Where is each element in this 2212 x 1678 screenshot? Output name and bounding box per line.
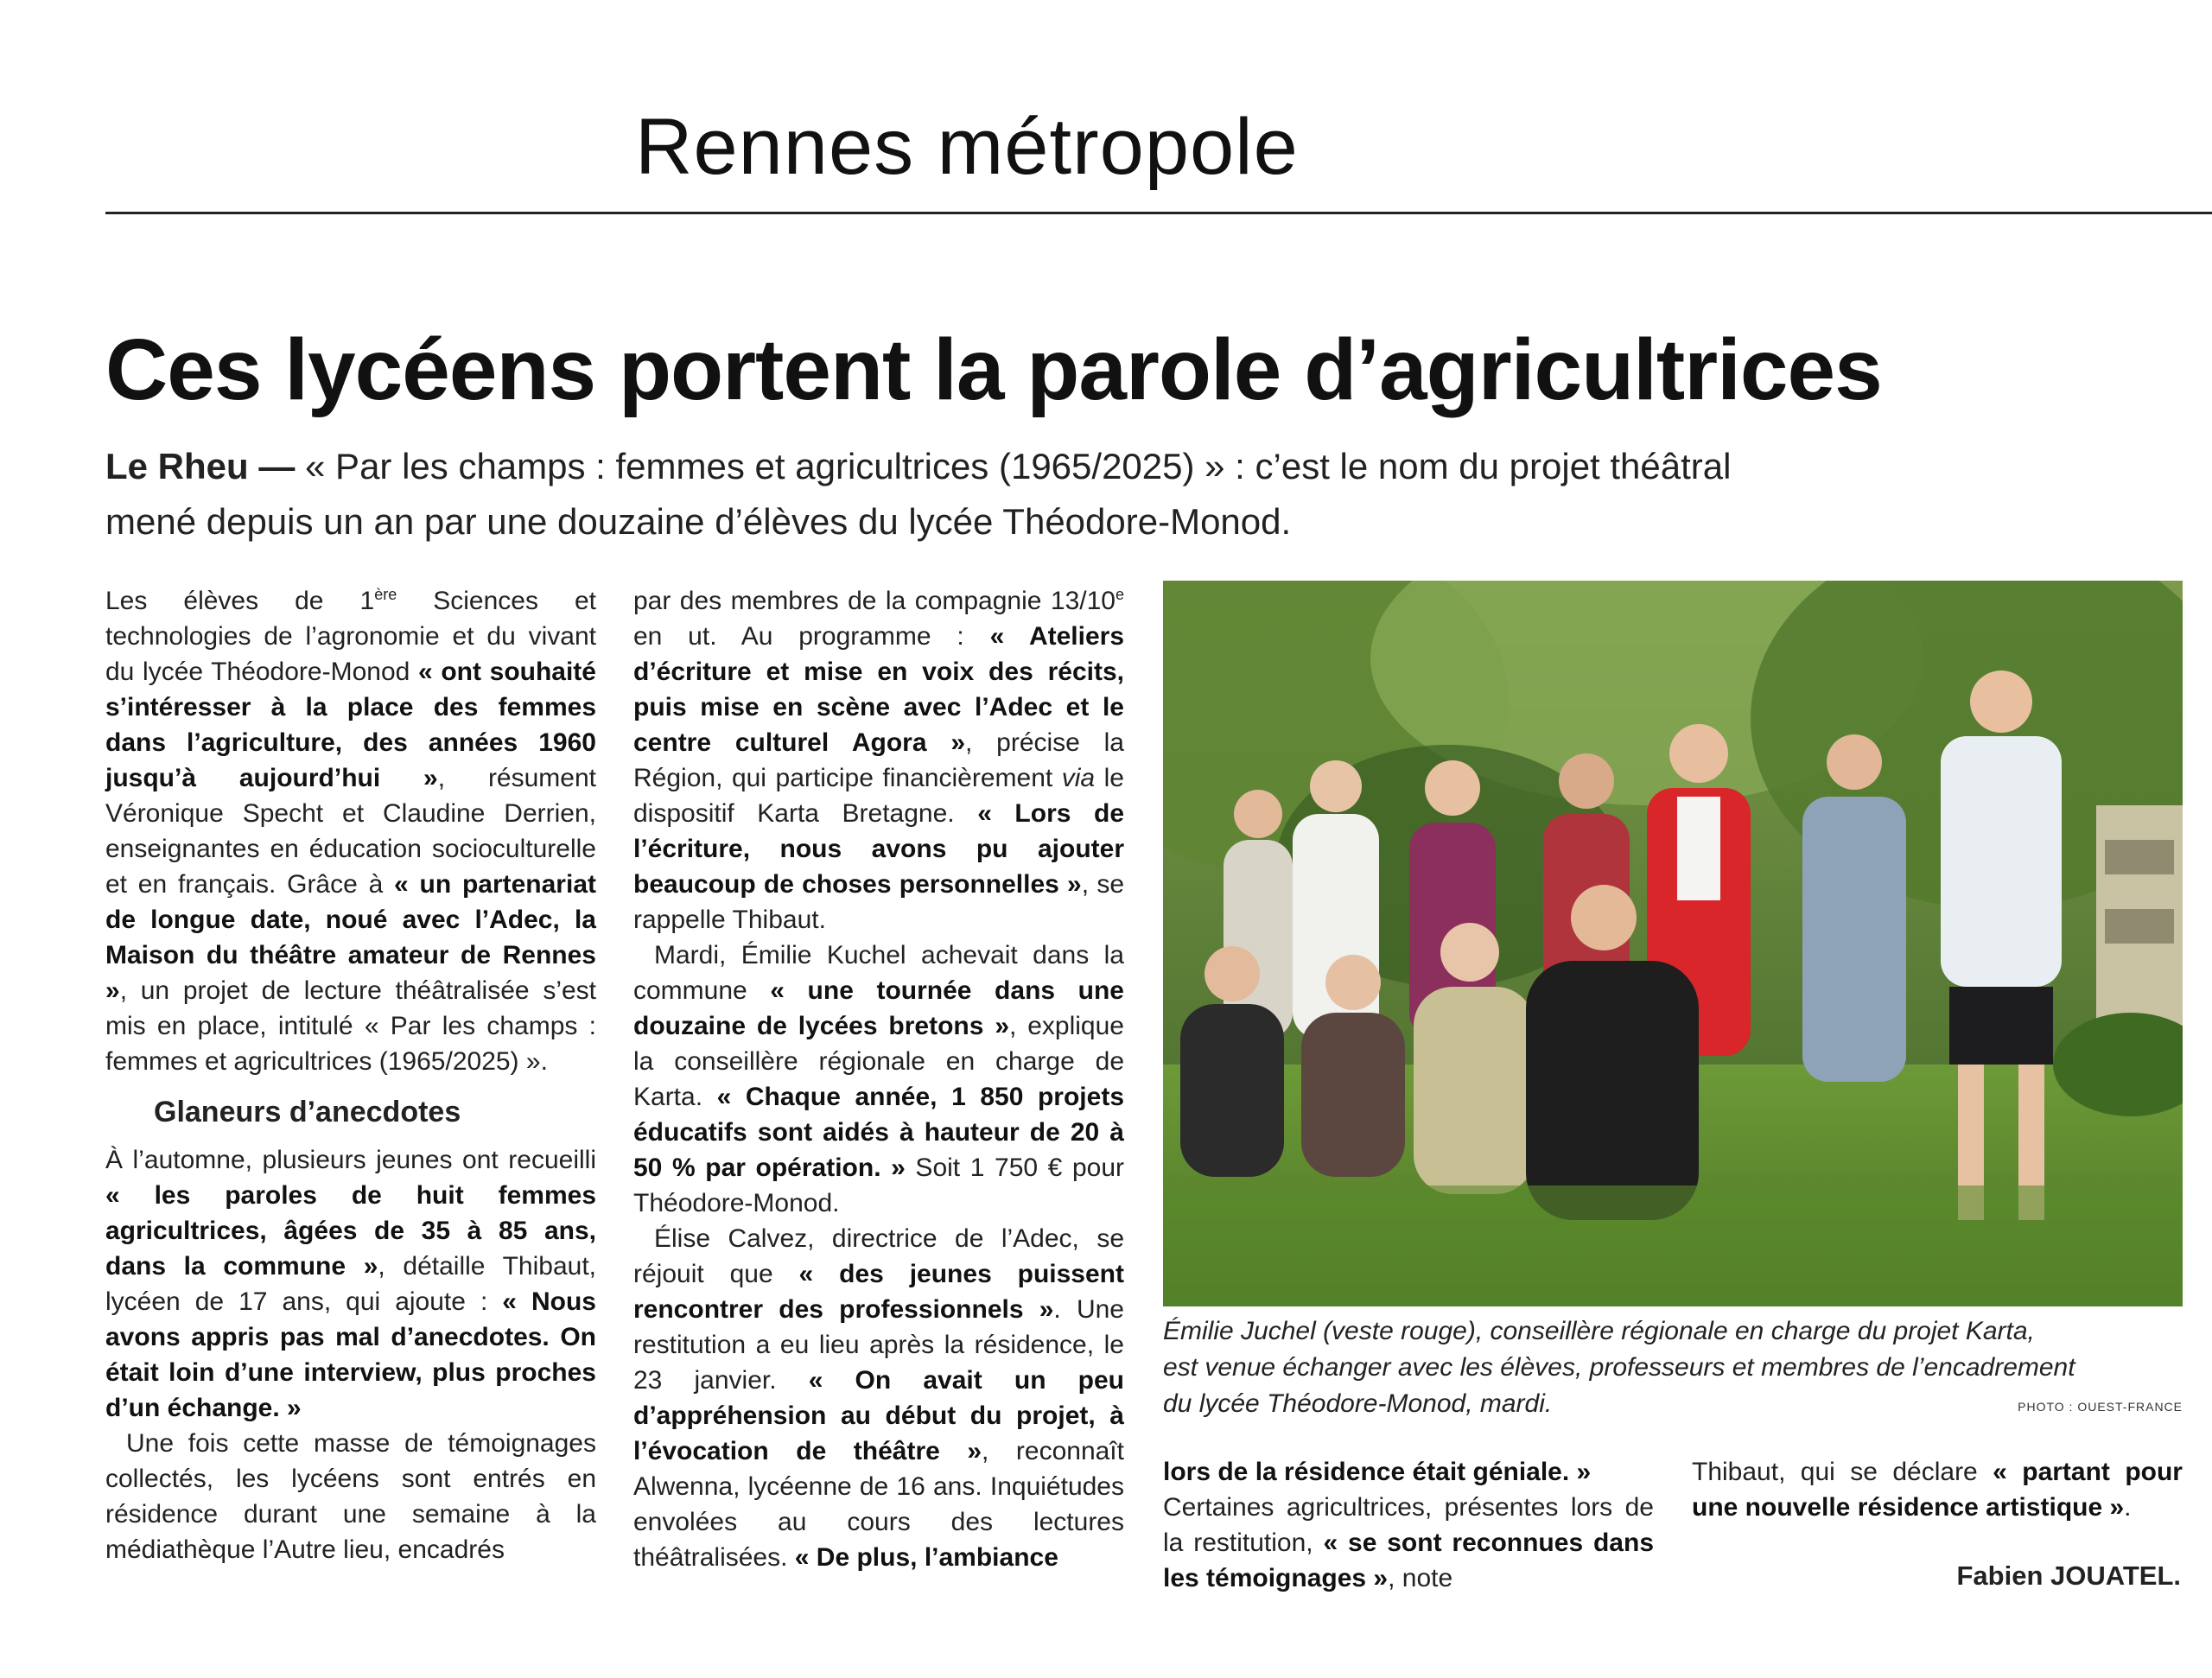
text: , un projet de lecture théâtralisée s’est mis en place, intitulé « Par les champs : femmes et agricultrices (1965/2025) ». xyxy=(105,976,596,1076)
paragraph: Une fois cette masse de témoignages collectés, les lycéens sont entrés en résidence durant une semaine à la médiathèque l’Autre lieu, encadrés xyxy=(105,1429,596,1564)
superscript: e xyxy=(1115,586,1124,603)
group-photo xyxy=(1163,581,2183,1306)
quote: « un partenariat de longue date, noué avec l’Adec, la Maison du théâtre amateur de Rennes » xyxy=(105,870,596,1005)
quote: « partant pour une nouvelle résidence artistique » xyxy=(1692,1458,2183,1522)
subheading: Glaneurs d’anecdotes xyxy=(154,1096,461,1128)
text: Thibaut, qui se déclare xyxy=(1692,1458,1993,1486)
paragraph xyxy=(1692,1454,2183,1525)
caption-line: Émilie Juchel (veste rouge), conseillère régionale en charge du projet Karta, xyxy=(1163,1317,2035,1345)
italic-word: via xyxy=(1061,764,1096,792)
text: Mardi, Émilie Kuchel achevait dans la commune xyxy=(633,941,1124,1005)
paragraph xyxy=(633,938,1124,1221)
byline: Fabien JOUATEL. xyxy=(1956,1560,2181,1591)
paragraph xyxy=(1163,1454,1654,1490)
lead-place: Le Rheu — xyxy=(105,446,296,486)
text: Soit 1 750 € pour Théodore-Monod. xyxy=(633,1154,1124,1217)
text: en ut. Au programme : xyxy=(633,622,990,651)
text: . Une restitution a eu lieu après la résidence, le 23 janvier. xyxy=(633,1295,1124,1395)
section-divider xyxy=(105,212,2212,214)
quote: « Lors de l’écriture, nous avons pu ajouter beaucoup de choses personnelles » xyxy=(633,799,1124,899)
section-title: Rennes métropole xyxy=(635,103,1299,191)
article-lead xyxy=(105,439,2179,550)
quote: « les paroles de huit femmes agricultrices, âgées de 35 à 85 ans, dans la commune » xyxy=(105,1181,596,1281)
quote: « On avait un peu d’appréhension au début du projet, à l’évocation de théâtre » xyxy=(633,1366,1124,1465)
text: , reconnaît Alwenna, lycéenne de 16 ans. Inquiétudes envolées au cours des lectures théâtralisées. xyxy=(633,1437,1124,1572)
paragraph xyxy=(105,577,596,1079)
article-headline: Ces lycéens portent la parole d’agricultrices xyxy=(105,321,1882,418)
paragraph xyxy=(105,1142,596,1426)
article-column-3 xyxy=(1163,1454,1654,1596)
superscript: ère xyxy=(374,586,397,603)
group-photo-illustration xyxy=(1163,581,2183,1306)
quote: « une tournée dans une douzaine de lycées bretons » xyxy=(633,976,1124,1040)
article-column-4 xyxy=(1692,1454,2183,1525)
text: , note xyxy=(1388,1564,1453,1592)
text: . xyxy=(2124,1493,2132,1522)
text: Les élèves de 1 xyxy=(105,587,375,615)
paragraph xyxy=(633,577,1124,938)
text: , précise la Région, qui participe financièrement xyxy=(633,728,1124,792)
quote: « se sont reconnues dans les témoignages » xyxy=(1163,1529,1655,1592)
text: Élise Calvez, directrice de l’Adec, se réjouit que xyxy=(633,1224,1124,1288)
text: par des membres de la compagnie 13/10 xyxy=(633,587,1116,615)
paragraph xyxy=(1163,1490,1654,1596)
text: , résument Véronique Specht et Claudine Derrien, enseignantes en éducation socioculturelle et en français. Grâce à xyxy=(105,764,596,899)
article-column-2 xyxy=(633,577,1124,1575)
text: , explique la conseillère régionale en charge de Karta. xyxy=(633,1012,1124,1111)
quote: lors de la résidence était géniale. » xyxy=(1163,1458,1592,1486)
lead-text-2: mené depuis un an par une douzaine d’élèves du lycée Théodore-Monod. xyxy=(105,501,1292,542)
article-column-1 xyxy=(105,577,596,1567)
caption-line: est venue échanger avec les élèves, professeurs et membres de l’encadrement xyxy=(1163,1353,2075,1382)
paragraph xyxy=(633,1221,1124,1575)
text: le dispositif Karta Bretagne. xyxy=(633,764,1124,828)
text: Certaines agricultrices, présentes lors de la restitution, xyxy=(1163,1493,1654,1557)
quote: « De plus, l’ambiance xyxy=(794,1543,1058,1572)
quote: « Chaque année, 1 850 projets éducatifs sont aidés à hauteur de 20 à 50 % par opération. » xyxy=(633,1083,1125,1182)
text: À l’automne, plusieurs jeunes ont recueilli xyxy=(105,1146,596,1174)
text: Sciences et technologies de l’agronomie et du vivant du lycée Théodore-Monod xyxy=(105,587,596,686)
lead-text-1: « Par les champs : femmes et agricultrices (1965/2025) » : c’est le nom du projet théâtral xyxy=(305,446,1732,486)
text: , détaille Thibaut, lycéen de 17 ans, qui ajoute : xyxy=(105,1252,596,1316)
quote: « Nous avons appris pas mal d’anecdotes. On était loin d’une interview, plus proches d’un échange. » xyxy=(105,1287,596,1422)
quote: « ont souhaité s’intéresser à la place des femmes dans l’agriculture, des années 1960 jusqu’à aujourd’hui » xyxy=(105,658,596,792)
quote: « des jeunes puissent rencontrer des professionnels » xyxy=(633,1260,1124,1324)
caption-line: du lycée Théodore-Monod, mardi. xyxy=(1163,1389,1553,1418)
photo-credit: PHOTO : OUEST-FRANCE xyxy=(2018,1400,2183,1414)
quote: « Ateliers d’écriture et mise en voix des récits, puis mise en scène avec l’Adec et le centre culturel Agora » xyxy=(633,622,1125,757)
text: , se rappelle Thibaut. xyxy=(633,870,1124,934)
